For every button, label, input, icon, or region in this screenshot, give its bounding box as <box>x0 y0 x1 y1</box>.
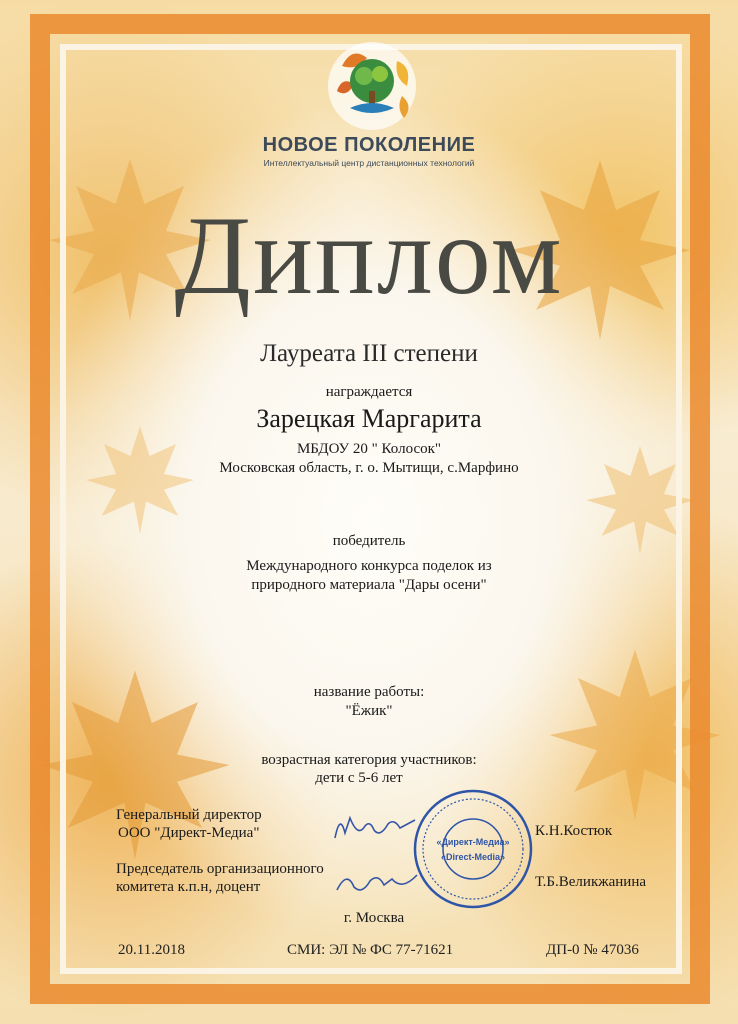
brand-tagline: Интеллектуальный центр дистанционных технологий <box>263 158 475 168</box>
awarded-text: награждается <box>325 384 413 400</box>
diploma-title: Диплом <box>174 194 564 318</box>
work-label: название работы: <box>313 684 425 700</box>
winner-text: победитель <box>332 533 406 549</box>
degree-text: Лауреата III степени <box>260 340 478 367</box>
chair-title-line-1: Председатель организационного <box>116 861 324 877</box>
recipient-name: Зарецкая Маргарита <box>256 404 482 433</box>
issue-date: 20.11.2018 <box>118 942 185 958</box>
contest-line-1: Международного конкурса поделок из <box>246 558 492 574</box>
stamp-text-ru: «Директ-Медиа» <box>436 837 510 847</box>
stamp-text-en: «Direct-Media» <box>440 852 506 862</box>
work-title: "Ёжик" <box>345 703 393 719</box>
new-generation-logo <box>322 36 422 136</box>
institution-text: МБДОУ 20 " Колосок" <box>296 441 442 457</box>
director-signature <box>330 808 420 848</box>
chair-name: Т.Б.Великжанина <box>535 874 646 890</box>
director-name: К.Н.Костюк <box>535 823 613 839</box>
contest-line-2: природного материала "Дары осени" <box>251 577 487 593</box>
age-category-value: дети с 5-6 лет <box>315 770 403 786</box>
smi-registration: СМИ: ЭЛ № ФС 77-71621 <box>287 942 454 958</box>
chair-title-line-2: комитета к.п.н, доцент <box>116 879 261 895</box>
city-text: г. Москва <box>343 910 405 926</box>
brand-name: НОВОЕ ПОКОЛЕНИЕ <box>262 134 476 156</box>
director-title-line-1: Генеральный директор <box>116 807 262 823</box>
age-category-label: возрастная категория участников: <box>261 752 477 768</box>
director-title-line-2: ООО "Директ-Медиа" <box>118 825 260 841</box>
location-text: Московская область, г. о. Мытищи, с.Марфино <box>219 460 519 476</box>
organization-stamp <box>412 788 534 910</box>
diploma-number: ДП-0 № 47036 <box>546 942 639 958</box>
chair-signature <box>332 865 422 901</box>
